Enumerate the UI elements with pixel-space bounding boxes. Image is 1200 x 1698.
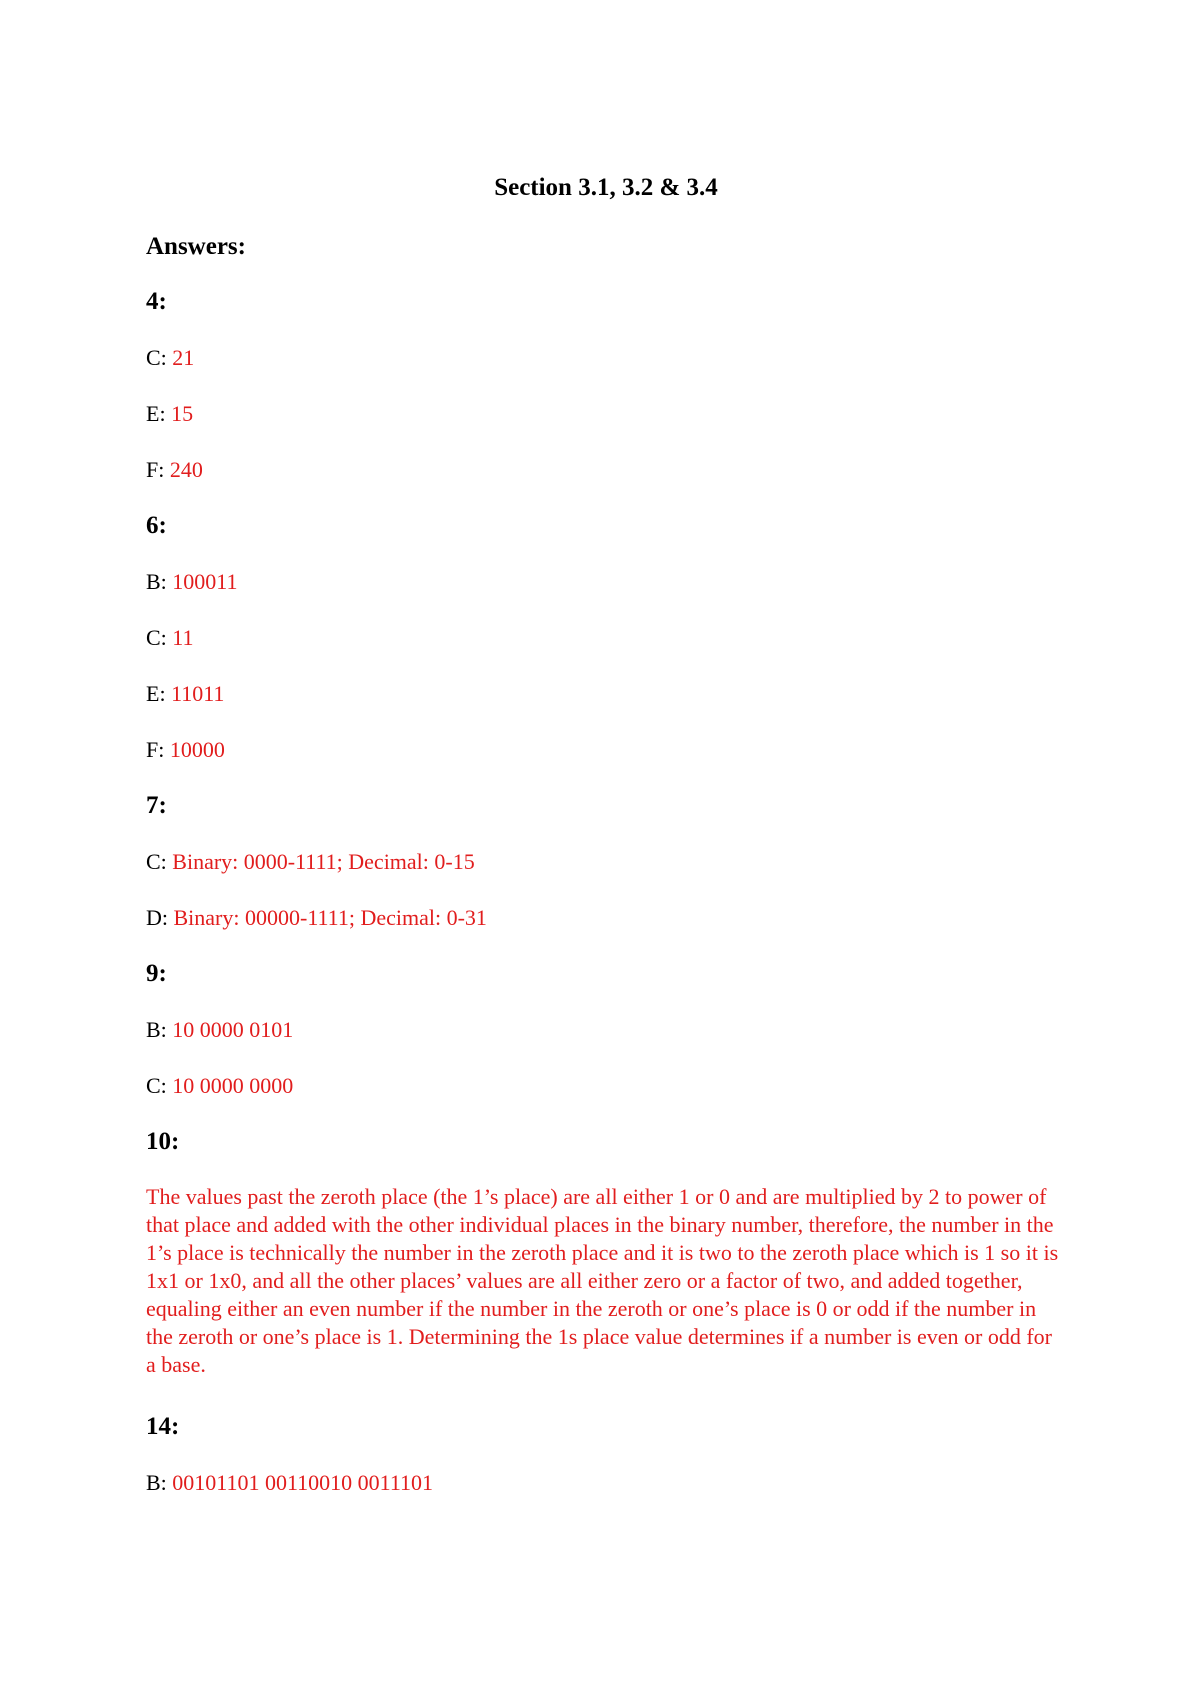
answer-letter: E: [146,681,166,706]
answer-value: 21 [172,345,195,370]
answer-line [146,343,1066,372]
answer-value: 240 [169,457,203,482]
answer-line [146,1015,1066,1044]
answer-letter: B: [146,569,167,594]
answer-line [146,679,1066,708]
question-number: 4: [146,288,167,315]
answer-letter: F: [146,737,165,762]
answer-paragraph: The values past the zeroth place (the 1’s place) are all either 1 or 0 and are multiplied by 2 to power of that place and added with the other individual places in the binary number, therefore, the number in the 1’s place is technically the number in the zeroth place and it is two to the zeroth place which is 1 so it is 1x1 or 1x0, and all the other places’ values are all either zero or a factor of two, and added together, equaling either an even number if the number in the zeroth or one’s place is 0 or odd if the number in the zeroth or one’s place is 1. Determining the 1s place value determines if a number is even or odd for a base. [146,1184,1059,1377]
answer-value: 11 [172,625,194,650]
answer-letter: C: [146,849,167,874]
answer-value: 11011 [171,681,225,706]
question-number: 6: [146,512,167,539]
answers-heading: Answers: [146,233,246,260]
document-title: Section 3.1, 3.2 & 3.4 [494,174,718,201]
answer-value: 15 [171,401,194,426]
answer-letter: C: [146,1073,167,1098]
question-number: 7: [146,792,167,819]
answer-line [146,567,1066,596]
answer-value: 00101101 00110010 0011101 [172,1470,434,1495]
answer-value: Binary: 0000-1111; Decimal: 0-15 [172,849,475,874]
answer-letter: F: [146,457,165,482]
answer-line [146,455,1066,484]
document-page [146,172,1066,1524]
answer-line [146,1468,1066,1497]
answer-letter: C: [146,345,167,370]
question-number: 14: [146,1413,180,1440]
answer-value: Binary: 00000-1111; Decimal: 0-31 [173,905,487,930]
answer-value: 10000 [169,737,225,762]
answer-value: 100011 [172,569,238,594]
answer-line [146,735,1066,764]
answer-letter: B: [146,1470,167,1495]
answer-letter: C: [146,625,167,650]
answer-line [146,623,1066,652]
answer-value: 10 0000 0101 [172,1017,294,1042]
answer-line [146,1071,1066,1100]
answer-letter: B: [146,1017,167,1042]
answer-line [146,399,1066,428]
answer-line [146,847,1066,876]
answer-letter: E: [146,401,166,426]
answer-line [146,903,1066,932]
question-number: 9: [146,960,167,987]
answer-value: 10 0000 0000 [172,1073,294,1098]
question-number: 10: [146,1128,180,1155]
answer-letter: D: [146,905,168,930]
